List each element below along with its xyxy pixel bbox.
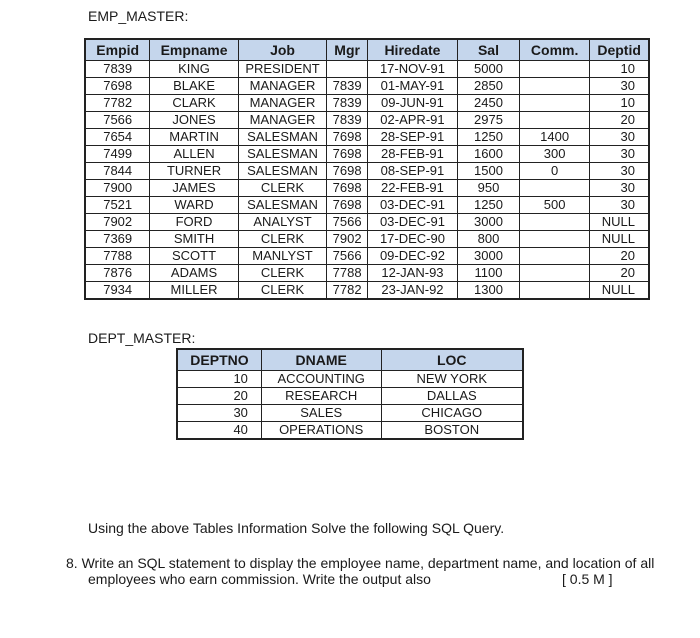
table-cell: 09-JUN-91 bbox=[367, 95, 457, 112]
table-cell: 1300 bbox=[457, 282, 519, 300]
table-cell: 09-DEC-92 bbox=[367, 248, 457, 265]
dept-master-table bbox=[176, 348, 524, 440]
table-cell bbox=[519, 78, 589, 95]
table-row bbox=[85, 180, 649, 197]
table-cell: 28-SEP-91 bbox=[367, 129, 457, 146]
table-cell: 7566 bbox=[327, 214, 368, 231]
table-cell: ADAMS bbox=[150, 265, 238, 282]
table-cell: FORD bbox=[150, 214, 238, 231]
emp-header-empid: Empid bbox=[85, 39, 150, 61]
table-cell: 30 bbox=[590, 146, 649, 163]
table-cell: 7698 bbox=[85, 78, 150, 95]
question-line-1: 8. Write an SQL statement to display the employee name, department name, and location of all bbox=[66, 555, 655, 571]
table-cell: 40 bbox=[177, 422, 261, 440]
table-cell: 0 bbox=[519, 163, 589, 180]
table-cell: 03-DEC-91 bbox=[367, 197, 457, 214]
table-row bbox=[85, 95, 649, 112]
table-cell bbox=[519, 112, 589, 129]
table-cell: 20 bbox=[177, 388, 261, 405]
emp-header-job: Job bbox=[238, 39, 327, 61]
table-cell: 800 bbox=[457, 231, 519, 248]
table-cell: 2450 bbox=[457, 95, 519, 112]
table-cell bbox=[519, 95, 589, 112]
table-cell: 01-MAY-91 bbox=[367, 78, 457, 95]
table-row bbox=[85, 163, 649, 180]
table-cell: 7566 bbox=[327, 248, 368, 265]
table-cell: 17-NOV-91 bbox=[367, 61, 457, 78]
table-cell: SALESMAN bbox=[238, 129, 327, 146]
table-cell: 1250 bbox=[457, 129, 519, 146]
table-cell: 7902 bbox=[327, 231, 368, 248]
table-cell: 7900 bbox=[85, 180, 150, 197]
table-cell: NULL bbox=[590, 282, 649, 300]
table-cell: NEW YORK bbox=[381, 371, 523, 388]
table-cell: 5000 bbox=[457, 61, 519, 78]
table-cell: 950 bbox=[457, 180, 519, 197]
table-row bbox=[85, 265, 649, 282]
table-cell: WARD bbox=[150, 197, 238, 214]
table-cell: TURNER bbox=[150, 163, 238, 180]
table-cell: 7844 bbox=[85, 163, 150, 180]
table-cell: 10 bbox=[177, 371, 261, 388]
table-cell: 2850 bbox=[457, 78, 519, 95]
emp-header-mgr: Mgr bbox=[327, 39, 368, 61]
table-cell: 500 bbox=[519, 197, 589, 214]
table-cell: 300 bbox=[519, 146, 589, 163]
dept-master-caption: DEPT_MASTER: bbox=[88, 330, 196, 346]
table-cell: 1250 bbox=[457, 197, 519, 214]
table-cell: SALES bbox=[261, 405, 381, 422]
table-cell: CLERK bbox=[238, 265, 327, 282]
table-cell: 3000 bbox=[457, 248, 519, 265]
emp-master-table bbox=[84, 38, 650, 300]
table-cell: SALESMAN bbox=[238, 163, 327, 180]
emp-header-empname: Empname bbox=[150, 39, 238, 61]
table-cell: ACCOUNTING bbox=[261, 371, 381, 388]
emp-header-row bbox=[85, 39, 649, 61]
table-cell: 20 bbox=[590, 248, 649, 265]
table-row bbox=[85, 197, 649, 214]
table-row bbox=[85, 231, 649, 248]
table-cell: 30 bbox=[590, 78, 649, 95]
table-cell: 7698 bbox=[327, 146, 368, 163]
emp-header-hiredate: Hiredate bbox=[367, 39, 457, 61]
table-cell: MANAGER bbox=[238, 95, 327, 112]
table-cell: 7566 bbox=[85, 112, 150, 129]
table-row bbox=[177, 371, 523, 388]
table-cell: 08-SEP-91 bbox=[367, 163, 457, 180]
table-cell: 20 bbox=[590, 112, 649, 129]
table-cell: 23-JAN-92 bbox=[367, 282, 457, 300]
table-cell: JONES bbox=[150, 112, 238, 129]
table-cell: MANAGER bbox=[238, 112, 327, 129]
emp-header-deptid: Deptid bbox=[590, 39, 649, 61]
table-cell: 12-JAN-93 bbox=[367, 265, 457, 282]
table-cell: 7698 bbox=[327, 180, 368, 197]
table-cell: DALLAS bbox=[381, 388, 523, 405]
table-cell: 7839 bbox=[327, 112, 368, 129]
table-cell: 7521 bbox=[85, 197, 150, 214]
table-cell: 1100 bbox=[457, 265, 519, 282]
table-cell bbox=[519, 214, 589, 231]
table-cell: CLERK bbox=[238, 231, 327, 248]
table-cell: 7782 bbox=[85, 95, 150, 112]
table-cell: 30 bbox=[590, 163, 649, 180]
table-cell: SMITH bbox=[150, 231, 238, 248]
table-row bbox=[177, 388, 523, 405]
table-cell: ALLEN bbox=[150, 146, 238, 163]
table-cell: NULL bbox=[590, 214, 649, 231]
table-cell: 30 bbox=[590, 180, 649, 197]
table-cell: 7839 bbox=[327, 95, 368, 112]
table-cell: 30 bbox=[590, 129, 649, 146]
table-cell: RESEARCH bbox=[261, 388, 381, 405]
table-cell: 7782 bbox=[327, 282, 368, 300]
table-cell: 7788 bbox=[85, 248, 150, 265]
table-cell bbox=[519, 265, 589, 282]
table-cell: 1600 bbox=[457, 146, 519, 163]
table-cell: CLARK bbox=[150, 95, 238, 112]
table-cell: MARTIN bbox=[150, 129, 238, 146]
table-cell: 7698 bbox=[327, 197, 368, 214]
table-row bbox=[177, 405, 523, 422]
table-cell: 7902 bbox=[85, 214, 150, 231]
table-cell: 7788 bbox=[327, 265, 368, 282]
table-row bbox=[177, 422, 523, 440]
table-cell: BLAKE bbox=[150, 78, 238, 95]
dept-header-row bbox=[177, 349, 523, 371]
table-cell: ANALYST bbox=[238, 214, 327, 231]
table-cell: 7934 bbox=[85, 282, 150, 300]
table-cell: CHICAGO bbox=[381, 405, 523, 422]
table-cell: OPERATIONS bbox=[261, 422, 381, 440]
table-row bbox=[85, 146, 649, 163]
table-cell: 3000 bbox=[457, 214, 519, 231]
table-cell: CLERK bbox=[238, 180, 327, 197]
table-cell bbox=[519, 180, 589, 197]
table-cell: SALESMAN bbox=[238, 197, 327, 214]
table-cell: 2975 bbox=[457, 112, 519, 129]
instruction-text: Using the above Tables Information Solve the following SQL Query. bbox=[88, 520, 505, 536]
question-line-2: employees who earn commission. Write the output also bbox=[88, 571, 431, 587]
table-cell: 30 bbox=[590, 197, 649, 214]
table-row bbox=[85, 129, 649, 146]
table-cell: 1400 bbox=[519, 129, 589, 146]
table-row bbox=[85, 61, 649, 78]
dept-header-deptno: DEPTNO bbox=[177, 349, 261, 371]
table-cell: 7698 bbox=[327, 129, 368, 146]
table-cell: 17-DEC-90 bbox=[367, 231, 457, 248]
table-cell: 7499 bbox=[85, 146, 150, 163]
emp-table-body bbox=[85, 61, 649, 300]
table-cell bbox=[519, 231, 589, 248]
table-cell: CLERK bbox=[238, 282, 327, 300]
emp-master-caption: EMP_MASTER: bbox=[88, 8, 189, 24]
table-cell: 02-APR-91 bbox=[367, 112, 457, 129]
table-row bbox=[85, 282, 649, 300]
table-row bbox=[85, 248, 649, 265]
table-cell: MANLYST bbox=[238, 248, 327, 265]
table-cell: PRESIDENT bbox=[238, 61, 327, 78]
table-cell: 7369 bbox=[85, 231, 150, 248]
table-cell: MILLER bbox=[150, 282, 238, 300]
table-cell: 30 bbox=[177, 405, 261, 422]
table-cell: 7876 bbox=[85, 265, 150, 282]
table-cell: 20 bbox=[590, 265, 649, 282]
table-cell bbox=[327, 61, 368, 78]
table-cell: 10 bbox=[590, 95, 649, 112]
table-row bbox=[85, 112, 649, 129]
table-cell: 7839 bbox=[85, 61, 150, 78]
table-cell: KING bbox=[150, 61, 238, 78]
table-row bbox=[85, 214, 649, 231]
table-cell: BOSTON bbox=[381, 422, 523, 440]
table-cell bbox=[519, 282, 589, 300]
dept-table-body bbox=[177, 371, 523, 440]
table-cell: 7654 bbox=[85, 129, 150, 146]
table-cell: 7839 bbox=[327, 78, 368, 95]
table-cell: MANAGER bbox=[238, 78, 327, 95]
table-cell: 03-DEC-91 bbox=[367, 214, 457, 231]
table-row bbox=[85, 78, 649, 95]
table-cell: 28-FEB-91 bbox=[367, 146, 457, 163]
dept-header-loc: LOC bbox=[381, 349, 523, 371]
table-cell: 10 bbox=[590, 61, 649, 78]
emp-header-sal: Sal bbox=[457, 39, 519, 61]
marks-label: [ 0.5 M ] bbox=[562, 571, 613, 587]
table-cell: 22-FEB-91 bbox=[367, 180, 457, 197]
emp-header-comm: Comm. bbox=[519, 39, 589, 61]
table-cell bbox=[519, 61, 589, 78]
table-cell: SALESMAN bbox=[238, 146, 327, 163]
table-cell: 7698 bbox=[327, 163, 368, 180]
table-cell bbox=[519, 248, 589, 265]
table-cell: NULL bbox=[590, 231, 649, 248]
table-cell: JAMES bbox=[150, 180, 238, 197]
table-cell: 1500 bbox=[457, 163, 519, 180]
dept-header-dname: DNAME bbox=[261, 349, 381, 371]
table-cell: SCOTT bbox=[150, 248, 238, 265]
